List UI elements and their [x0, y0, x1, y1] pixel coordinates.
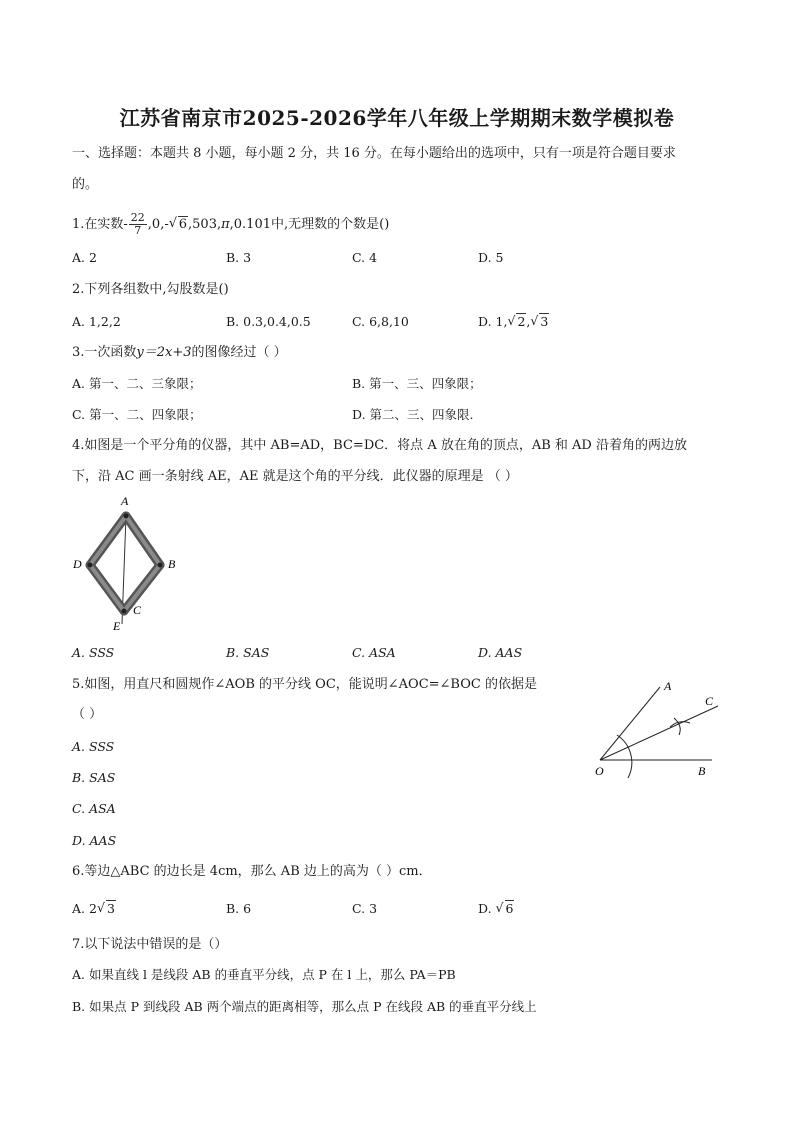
q5-option-b[interactable] [72, 769, 115, 787]
q6-opta-prefix: A. 2 [72, 901, 97, 916]
q5-label-o: O [595, 764, 604, 778]
section-heading-line1 [72, 145, 676, 163]
q2-optd-sqrt2-value: 3 [540, 314, 549, 329]
q1-option-b[interactable]: B. 3 [226, 250, 252, 265]
question-3-stem [72, 344, 287, 362]
q1-suffix: ,0.101中,无理数的个数是() [229, 217, 390, 232]
q2-optd-sep: , [526, 314, 531, 329]
q5-option-c[interactable] [72, 800, 116, 818]
question-2-stem: 2.下列各组数中,勾股数是() [72, 282, 229, 297]
q1-sqrt [169, 216, 188, 234]
q5-arc-main [617, 735, 632, 778]
q4-option-d-text: D. AAS [478, 645, 523, 660]
q5-option-d-text: D. AAS [72, 833, 117, 848]
q4-option-c[interactable] [352, 644, 396, 662]
q4-instrument-figure [60, 490, 190, 640]
q4-label-b: B [168, 557, 176, 571]
question-5-line2: （ ） [72, 707, 103, 722]
q5-ray-oc [600, 706, 718, 760]
question-7-stem: 7.以下说法中错误的是（） [72, 937, 228, 952]
q4-option-a-text: A. SSS [72, 645, 115, 660]
q5-arc-1 [674, 718, 680, 735]
q1-option-d[interactable]: D. 5 [478, 250, 504, 265]
q6-option-d[interactable] [478, 900, 514, 918]
q3-suffix: 的图像经过（ ） [191, 345, 287, 360]
q6-option-c[interactable]: C. 3 [352, 901, 378, 916]
q6-opta-sqrt [97, 900, 116, 918]
q7-option-b[interactable]: B. 如果点 P 到线段 AB 两个端点的距离相等，那么点 P 在线段 AB 的垂直平分线上 [72, 999, 537, 1014]
question-4-line1: 4.如图是一个平分角的仪器，其中 AB=AD，BC=DC．将点 A 放在角的顶点，AB 和 AD 沿着角的两边放 [72, 438, 687, 453]
q1-pi: π [221, 217, 230, 232]
q1-frac-denominator: 7 [134, 224, 142, 237]
q6-option-b[interactable]: B. 6 [226, 901, 252, 916]
q1-prefix: 1.在实数- [72, 217, 128, 232]
q4-option-a[interactable] [72, 644, 114, 662]
q3-option-a[interactable]: A. 第一、二、三象限； [72, 376, 202, 391]
page-title: 江苏省南京市2025-2026学年八年级上学期期末数学模拟卷 [119, 106, 675, 130]
q5-label-a: A [664, 679, 672, 693]
section-heading-text: 一、选择题：本题共 8 小题，每小题 2 分，共 16 分。在每小题给出的选项中，只有一项是符合题目要求 [72, 146, 676, 161]
q4-label-e: E [113, 619, 121, 633]
q3-equation: y＝2x+3 [136, 345, 192, 360]
q3-option-b[interactable]: B. 第一、三、四象限； [352, 376, 482, 391]
q1-frac-numerator: 22 [130, 211, 145, 224]
q4-bar-dc-highlight [90, 565, 124, 611]
question-1-stem [72, 212, 389, 237]
q4-bar-ad-highlight [90, 516, 126, 565]
q4-bar-ab-highlight [126, 516, 160, 565]
q4-pivot-a [124, 514, 129, 519]
q2-optd-sqrt2 [530, 313, 549, 331]
q4-label-d: D [73, 557, 82, 571]
q2-option-a[interactable]: A. 1,2,2 [72, 314, 121, 329]
question-5-line1: 5.如图，用直尺和圆规作∠AOB 的平分线 OC，能说明∠AOC=∠BOC 的依据是 [72, 677, 537, 692]
q5-label-c: C [705, 694, 714, 708]
q4-option-b-text: B. SAS [226, 645, 270, 660]
q2-option-c[interactable]: C. 6,8,10 [352, 314, 409, 329]
q5-ray-oa [600, 687, 660, 760]
q1-mid1: ,0,- [147, 217, 169, 232]
q3-prefix: 3.一次函数 [72, 345, 137, 360]
q1-fraction [129, 212, 147, 237]
q1-option-c[interactable]: C. 4 [352, 250, 378, 265]
q5-option-a[interactable] [72, 738, 114, 756]
q5-option-d[interactable] [72, 832, 116, 850]
q7-option-a[interactable]: A. 如果直线 l 是线段 AB 的垂直平分线，点 P 在 l 上，那么 PA＝PB [72, 967, 456, 982]
question-6-stem: 6.等边△ABC 的边长是 4cm，那么 AB 边上的高为（ ）cm． [72, 864, 432, 879]
q2-option-d[interactable] [478, 313, 549, 331]
question-4-line2: 下，沿 AC 画一条射线 AE，AE 就是这个角的平分线．此仪器的原理是 （ ） [72, 469, 518, 484]
q2-optd-prefix: D. 1, [478, 314, 508, 329]
q6-optd-prefix: D. [478, 901, 496, 916]
q3-option-c[interactable]: C. 第一、二、四象限； [72, 407, 202, 422]
q4-pivot-b [158, 563, 163, 568]
q2-optd-sqrt1-value: 2 [517, 314, 526, 329]
q6-option-a[interactable] [72, 900, 116, 918]
q4-option-b[interactable] [226, 644, 269, 662]
q2-option-b[interactable]: B. 0.3,0.4,0.5 [226, 314, 311, 329]
q3-option-d[interactable]: D. 第二、三、四象限. [352, 407, 474, 422]
q4-bar-bc-highlight [124, 565, 160, 611]
q5-label-b: B [698, 764, 706, 778]
q4-label-a: A [121, 494, 129, 508]
q5-option-a-text: A. SSS [72, 739, 115, 754]
q1-mid2: ,503, [188, 217, 222, 232]
q6-optd-sqrt [496, 900, 515, 918]
q4-option-c-text: C. ASA [352, 645, 396, 660]
q1-sqrt-value: 6 [178, 217, 188, 232]
q6-opta-sqrt-value: 3 [106, 901, 115, 916]
q2-optd-sqrt1 [507, 313, 526, 331]
section-heading-line2: 的。 [72, 177, 99, 192]
q5-option-b-text: B. SAS [72, 770, 116, 785]
q4-pivot-d [88, 563, 93, 568]
q5-angle-bisector-figure [590, 675, 725, 785]
q4-pivot-c [122, 609, 127, 614]
q4-option-d[interactable] [478, 644, 522, 662]
q6-optd-sqrt-value: 6 [505, 901, 514, 916]
q5-option-c-text: C. ASA [72, 801, 116, 816]
q1-option-a[interactable]: A. 2 [72, 250, 97, 265]
q4-label-c: C [133, 603, 142, 617]
